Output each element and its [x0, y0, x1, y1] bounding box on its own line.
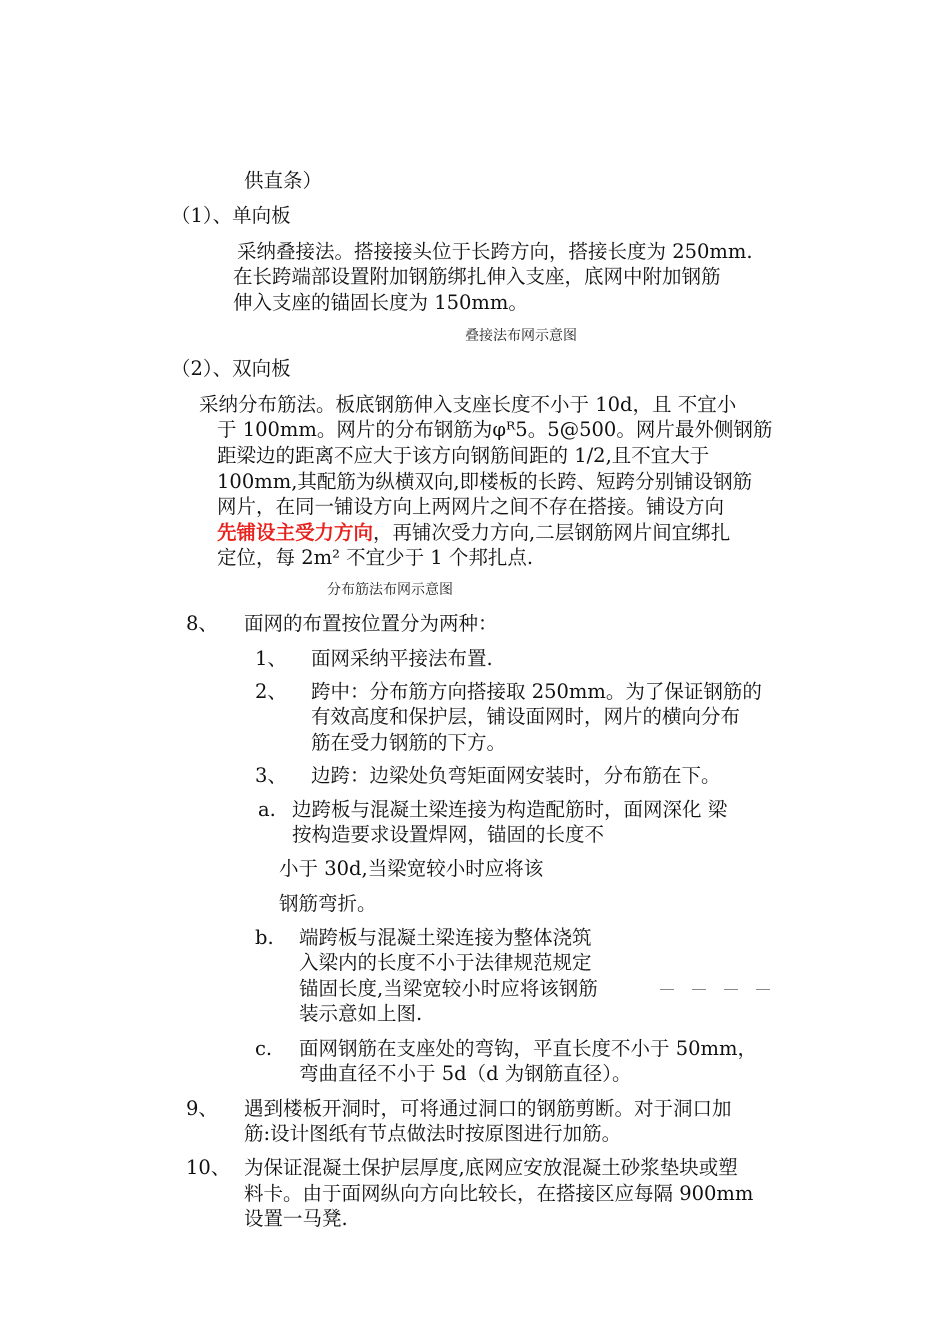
- emphasis-text: 先铺设主受力方向: [217, 521, 374, 544]
- letter-item-text: 钢筋弯折。: [279, 892, 377, 915]
- letter-item-marker: b.: [255, 926, 274, 949]
- sublist-item-text: 筋在受力钢筋的下方。: [311, 731, 507, 754]
- sublist-item-text: 面网采纳平接法布置.: [311, 647, 493, 670]
- text-line: 采纳分布筋法。板底钢筋伸入支座长度不小于 10d，且 不宜小: [199, 393, 737, 416]
- section-heading-one-way-slab: （1）、单向板: [171, 204, 291, 227]
- sublist-item-text: 边跨：边梁处负弯矩面网安装时，分布筋在下。: [311, 764, 721, 787]
- text-line: 网片，在同一铺设方向上两网片之间不存在搭接。铺设方向: [217, 495, 725, 518]
- letter-item-text: 装示意如上图.: [299, 1002, 423, 1025]
- text-line: 在长跨端部设置附加钢筋绑扎伸入支座，底网中附加钢筋: [233, 265, 721, 288]
- text-span: ，再铺次受力方向,二层钢筋网片间宜绑扎: [373, 521, 731, 544]
- text-line: 距梁边的距离不应大于该方向钢筋间距的 1/2,且不宜大于: [217, 444, 710, 467]
- letter-item-marker: c.: [255, 1037, 273, 1060]
- list-number: 9、: [186, 1097, 218, 1120]
- figure-caption: 叠接法布网示意图: [465, 328, 577, 344]
- text-line: 于 100mm。网片的分布钢筋为φᴿ5。5@500。网片最外侧钢筋: [217, 418, 773, 441]
- sublist-item-text: 跨中：分布筋方向搭接取 250mm。为了保证钢筋的: [311, 680, 762, 703]
- sublist-number: 3、: [255, 764, 287, 787]
- list-item-text: 筋:设计图纸有节点做法时按原图进行加筋。: [244, 1122, 622, 1145]
- text-line: 100mm,其配筋为纵横双向,即楼板的长跨、短跨分别铺设钢筋: [217, 470, 753, 493]
- list-item-text: 设置一马凳.: [244, 1207, 348, 1230]
- letter-item-text: 小于 30d,当梁宽较小时应将该: [279, 857, 544, 880]
- letter-item-text: 边跨板与混凝土梁连接为构造配筋时，面网深化 梁: [292, 798, 728, 821]
- letter-item-marker: a.: [258, 798, 276, 821]
- text-line: 定位，每 2m² 不宜少于 1 个邦扎点.: [217, 546, 534, 569]
- text-line: 供直条）: [244, 169, 323, 192]
- letter-item-text: 入梁内的长度不小于法律规范规定: [299, 951, 592, 974]
- letter-item-text: 弯曲直径不小于 5d（d 为钢筋直径）。: [299, 1062, 632, 1085]
- list-item-text: 面网的布置按位置分为两种：: [244, 612, 498, 635]
- list-item-text: 料卡。由于面网纵向方向比较长，在搭接区应每隔 900mm: [244, 1182, 754, 1205]
- sublist-number: 2、: [255, 680, 287, 703]
- section-heading-two-way-slab: （2）、双向板: [171, 357, 291, 380]
- clipped-figure-edge: [660, 989, 810, 999]
- text-line: 采纳叠接法。搭接接头位于长跨方向，搭接长度为 250mm.: [237, 240, 753, 263]
- list-item-text: 为保证混凝土保护层厚度,底网应安放混凝土砂浆垫块或塑: [244, 1156, 738, 1179]
- figure-caption: 分布筋法布网示意图: [327, 582, 453, 598]
- text-line: 伸入支座的锚固长度为 150mm。: [233, 291, 528, 314]
- sublist-item-text: 有效高度和保护层，铺设面网时，网片的横向分布: [311, 705, 741, 728]
- letter-item-text: 端跨板与混凝土梁连接为整体浇筑: [299, 926, 592, 949]
- list-number: 8、: [186, 612, 218, 635]
- letter-item-text: 面网钢筋在支座处的弯钩，平直长度不小于 50mm，: [299, 1037, 757, 1060]
- sublist-number: 1、: [255, 647, 287, 670]
- letter-item-text: 按构造要求设置焊网，锚固的长度不: [292, 823, 605, 846]
- list-number: 10、: [186, 1156, 231, 1179]
- list-item-text: 遇到楼板开洞时，可将通过洞口的钢筋剪断。对于洞口加: [244, 1097, 732, 1120]
- text-line: [217, 520, 730, 546]
- letter-item-text: 锚固长度,当梁宽较小时应将该钢筋: [299, 977, 598, 1000]
